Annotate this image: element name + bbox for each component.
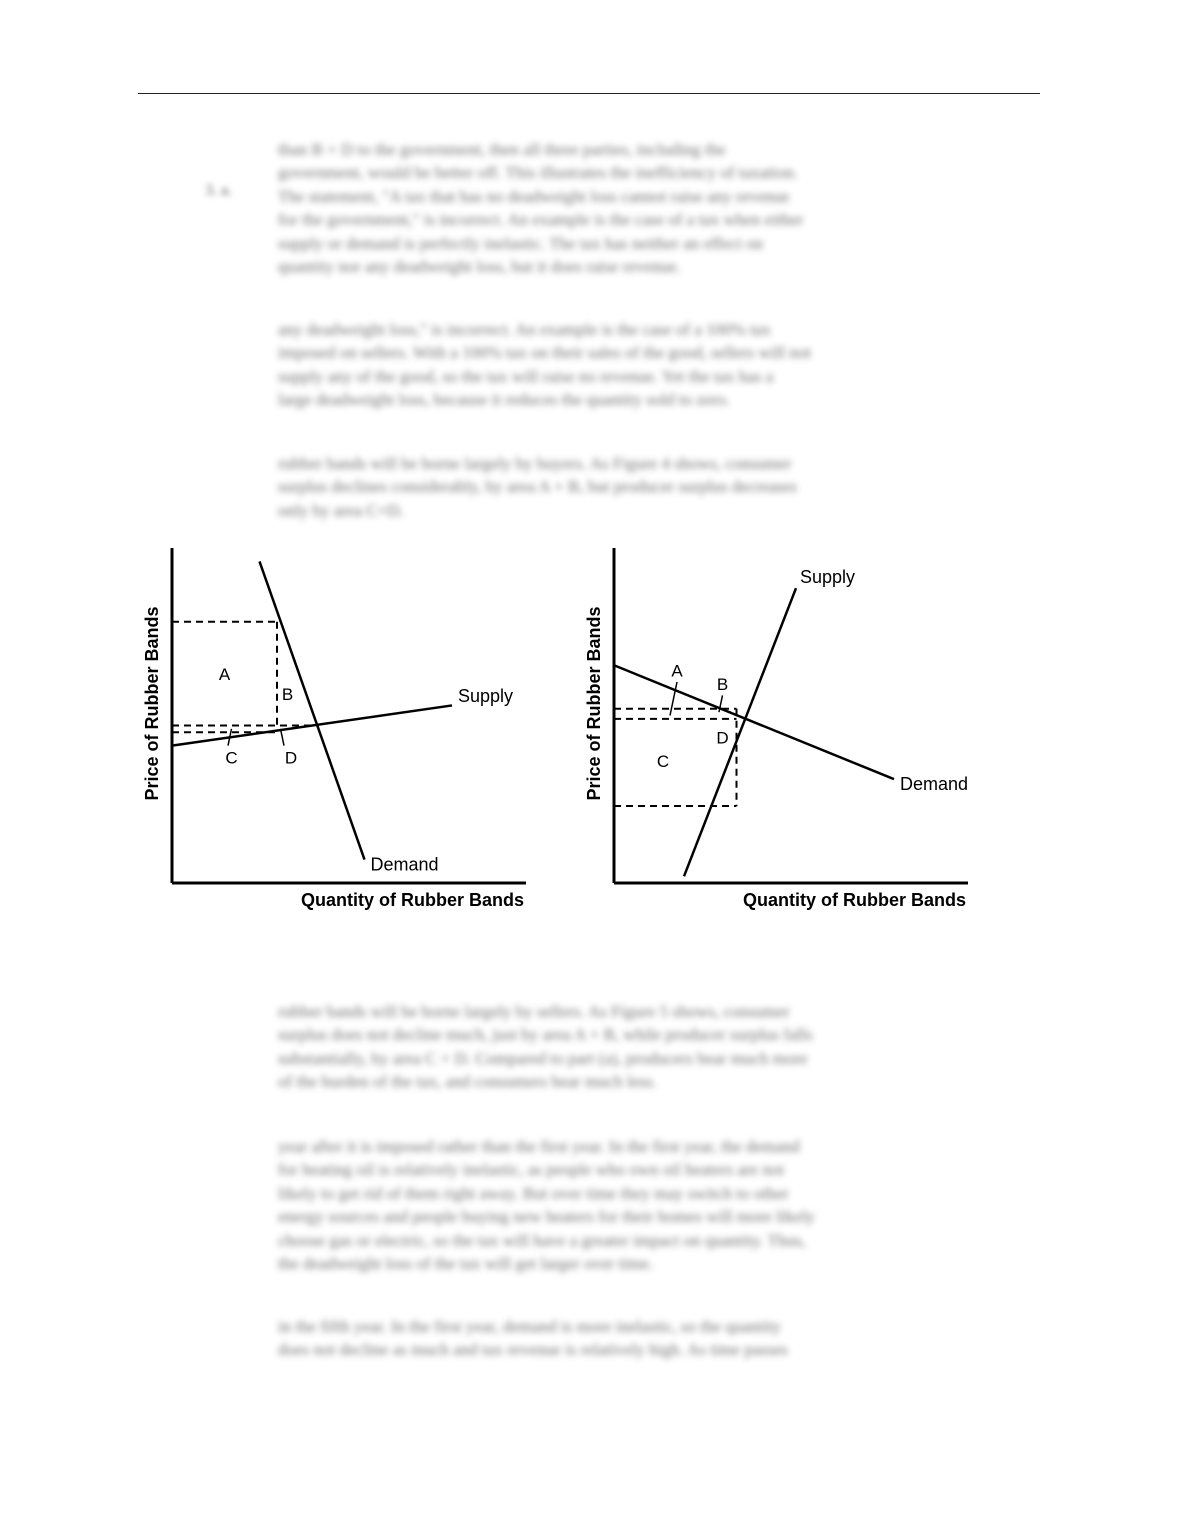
text-line: of the burden of the tax, and consumers bear much less. (278, 1072, 657, 1092)
y-axis-title: Price of Rubber Bands (584, 606, 604, 801)
demand-label: Demand (370, 854, 439, 875)
text-line: supply or demand is perfectly inelastic. The tax has neither an effect on (278, 233, 764, 253)
supply-label: Supply (458, 686, 514, 707)
text-line: any deadweight loss," is incorrect. An example is the case of a 100% tax (278, 320, 771, 339)
leader-tick (281, 729, 285, 746)
area-label-d: D (716, 728, 729, 748)
x-axis-title: Quantity of Rubber Bands (300, 890, 524, 910)
text-line: imposed on sellers. With a 100% tax on their sales of the good, sellers will not (278, 343, 811, 363)
area-label-a: A (218, 664, 231, 684)
question-marker: 3. a. (205, 182, 233, 199)
text-line: substantially, by area C + D. Compared to part (a), producers bear much more (278, 1048, 808, 1068)
text-line: rubber bands will be borne largely by sellers. As Figure 5 shows, consumer (278, 1002, 790, 1021)
text-line: energy sources and people buying new heaters for their homes will more likely (278, 1207, 815, 1227)
paragraph-5 (278, 1135, 1038, 1275)
supply-label: Supply (800, 566, 856, 587)
area-label-d: D (284, 748, 298, 768)
text-line: does not decline as much and tax revenue is relatively high. As time passes (278, 1340, 788, 1360)
figure-right (580, 540, 1020, 920)
paragraph-6 (278, 1315, 1038, 1362)
paragraph-1 (278, 138, 1038, 278)
area-label-c: C (656, 751, 670, 771)
text-line: quantity nor any deadweight loss, but it does raise revenue. (278, 257, 681, 277)
text-line: government, would be better off. This illustrates the inefficiency of taxation. (278, 163, 798, 183)
text-line: supply any of the good, so the tax will raise no revenue. Yet the tax has a (278, 366, 774, 386)
text-line: The statement, "A tax that has no deadweight loss cannot raise any revenue (278, 186, 790, 206)
demand-label: Demand (900, 773, 969, 794)
text-line: than B + D to the government, then all three parties, including the (278, 140, 726, 159)
x-axis-title: Quantity of Rubber Bands (742, 890, 966, 910)
text-line: the deadweight loss of the tax will get larger over time. (278, 1254, 653, 1274)
text-line: year after it is imposed rather than the first year. In the first year, the demand (278, 1137, 800, 1156)
chart-right-svg (580, 540, 1020, 920)
text-line: only by area C+D. (278, 500, 404, 520)
area-label-b: B (281, 684, 294, 704)
text-line: surplus does not decline much, just by area A + B, while producer surplus falls (278, 1025, 813, 1045)
text-line: for heating oil is relatively inelastic, as people who own oil heaters are not (278, 1160, 785, 1180)
text-line: large deadweight loss, because it reduces the quantity sold to zero. (278, 390, 730, 410)
text-line: likely to get rid of them right away. But over time they may switch to other (278, 1183, 789, 1203)
header-rule (138, 93, 1040, 94)
text-line: for the government," is incorrect. An example is the case of a tax when either (278, 210, 804, 230)
leader-tick (670, 682, 677, 716)
area-label-a: A (671, 661, 683, 681)
chart-left-svg (138, 540, 538, 920)
paragraph-4 (278, 1000, 1038, 1094)
demand-curve (260, 561, 365, 859)
area-label-b: B (716, 674, 729, 694)
text-line: in the fifth year. In the first year, demand is more inelastic, so the quantity (278, 1317, 782, 1336)
text-line: rubber bands will be borne largely by buyers. As Figure 4 shows, consumer (278, 454, 792, 473)
paragraph-3 (278, 452, 1038, 522)
text-line: surplus declines considerably, by area A + B, but producer surplus decreases (278, 477, 797, 497)
y-axis-title: Price of Rubber Bands (142, 606, 162, 801)
area-label-c: C (225, 748, 238, 768)
figure-left (138, 540, 538, 920)
text-line: choose gas or electric, so the tax will have a greater impact on quantity. Thus, (278, 1230, 806, 1250)
paragraph-2 (278, 318, 1038, 412)
